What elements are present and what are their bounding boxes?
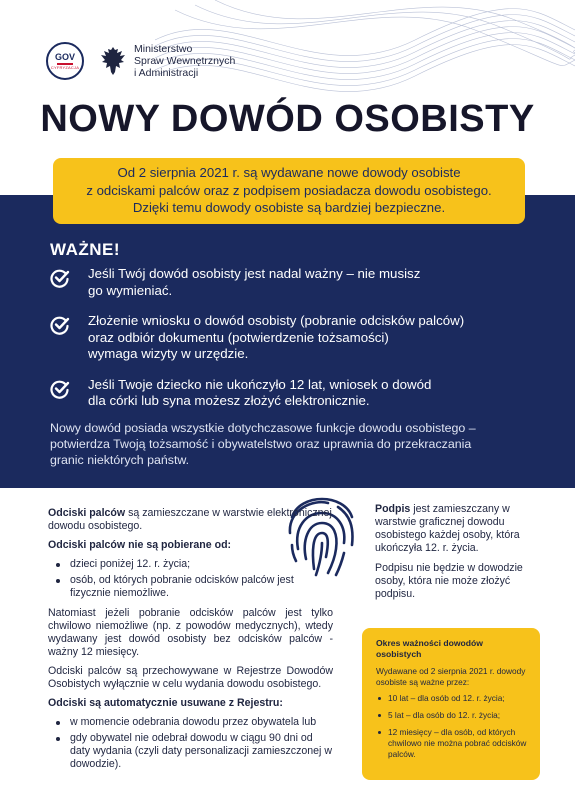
validity-box — [362, 628, 540, 780]
removal-heading: Odciski są automatycznie usuwane z Rejestru: — [48, 697, 283, 709]
ministry-line: i Administracji — [134, 67, 199, 79]
intro-line: Od 2 sierpnia 2021 r. są wydawane nowe dowody osobiste — [117, 165, 461, 180]
validity-item: 5 lat – dla osób do 12. r. życia; — [376, 710, 530, 721]
fingerprints-column — [48, 507, 333, 778]
important-item — [50, 266, 530, 299]
list-item: gdy obywatel nie odebrał dowodu w ciągu 90 dni od daty wydania (czyli daty personalizacji zamieszczonej w dowodzie). — [48, 732, 333, 771]
register-paragraph: Odciski palców są przechowywane w Rejestrze Dowodów Osobistych wyłącznie w celu wydania dowodu osobistego. — [48, 665, 333, 690]
validity-item: 10 lat – dla osób od 12. r. życia; — [376, 693, 530, 704]
intro-box — [53, 158, 525, 224]
functions-line: granic niektórych państw. — [50, 453, 190, 467]
important-line: oraz odbiór dokumentu (potwierdzenie tożsamości) — [88, 329, 389, 345]
gov-logo-sub: CYFRYZACJA — [50, 64, 80, 70]
intro-line: z odciskami palców oraz z podpisem posiadacza dowodu osobistego. — [86, 182, 492, 198]
ministry-name — [134, 43, 235, 79]
important-item-text — [88, 313, 464, 363]
important-line: Jeśli Twój dowód osobisty jest nadal ważny – nie musisz — [88, 266, 421, 281]
important-line: Jeśli Twoje dziecko nie ukończyło 12 lat, wniosek o dowód — [88, 376, 432, 392]
important-item-text — [88, 377, 431, 410]
check-circle-icon — [50, 379, 70, 399]
gov-logo — [46, 42, 84, 80]
functions-line: potwierdza Twoją tożsamość i obywatelstwo oraz uprawnia do przekraczania — [50, 437, 472, 451]
list-item: osób, od których pobranie odcisków palców jest fizycznie niemożliwe. — [48, 574, 333, 600]
fingerprints-intro-rest: są zamieszczane w warstwie elektronicznej dowodu osobistego. — [48, 507, 332, 532]
fingerprints-intro-bold: Odciski palców — [48, 507, 126, 519]
validity-item: 12 miesięcy – dla osób, od których chwilowo nie można pobrać odcisków palców. — [376, 727, 530, 760]
check-circle-icon — [50, 315, 70, 335]
important-list — [50, 266, 530, 424]
signature-intro-bold: Podpis — [375, 503, 411, 515]
validity-list — [376, 693, 530, 760]
page-title: NOWY DOWÓD OSOBISTY — [40, 98, 535, 140]
important-item-text — [88, 266, 420, 299]
list-item: dzieci poniżej 12. r. życia; — [48, 558, 333, 571]
header-logos — [46, 42, 235, 80]
signature-intro-rest: jest zamieszczany w warstwie graficznej dowodu osobistego każdej osoby, która ukończyła 12. r. życia. — [375, 503, 520, 554]
list-item: w momencie odebrania dowodu przez obywatela lub — [48, 716, 333, 729]
important-line: wymaga wizyty w urzędzie. — [88, 346, 249, 361]
important-heading: WAŻNE! — [50, 240, 121, 259]
signature-column — [375, 503, 540, 608]
functions-paragraph — [50, 420, 540, 468]
important-item — [50, 313, 530, 363]
important-item — [50, 377, 530, 410]
important-line: dla córki lub syna możesz złożyć elektronicznie. — [88, 393, 370, 408]
gov-logo-text: GOV — [54, 51, 75, 62]
functions-line: Nowy dowód posiada wszystkie dotychczasowe funkcje dowodu osobistego – — [50, 421, 476, 435]
eagle-emblem-icon — [100, 45, 126, 77]
validity-intro: Wydawane od 2 sierpnia 2021 r. dowody osobiste są ważne przez: — [376, 666, 526, 687]
no-signature-paragraph: Podpisu nie będzie w dowodzie osoby, która nie może złożyć podpisu. — [375, 562, 523, 600]
removal-list — [48, 716, 333, 771]
important-line: Złożenie wniosku o dowód osobisty (pobranie odcisków palców) — [88, 313, 465, 328]
validity-title: Okres ważności dowodów osobistych — [376, 638, 483, 659]
intro-line: Dzięki temu dowody osobiste są bardziej bezpieczne. — [132, 200, 446, 215]
fingerprints-intro — [48, 507, 333, 533]
ministry-line: Ministerstwo — [134, 43, 193, 55]
temporary-paragraph: Natomiast jeżeli pobranie odcisków palców jest tylko chwilowo niemożliwe (np. z powodów medycznych), wtedy wydawany jest dowód osobisty bez odcisków palców - ważny 12 miesięcy. — [48, 607, 333, 658]
not-collected-list — [48, 558, 333, 600]
ministry-line: Spraw Wewnętrznych — [134, 55, 236, 67]
important-line: go wymieniać. — [88, 282, 173, 298]
check-circle-icon — [50, 268, 70, 288]
signature-intro — [375, 503, 540, 555]
not-collected-heading: Odciski palców nie są pobierane od: — [48, 539, 232, 551]
